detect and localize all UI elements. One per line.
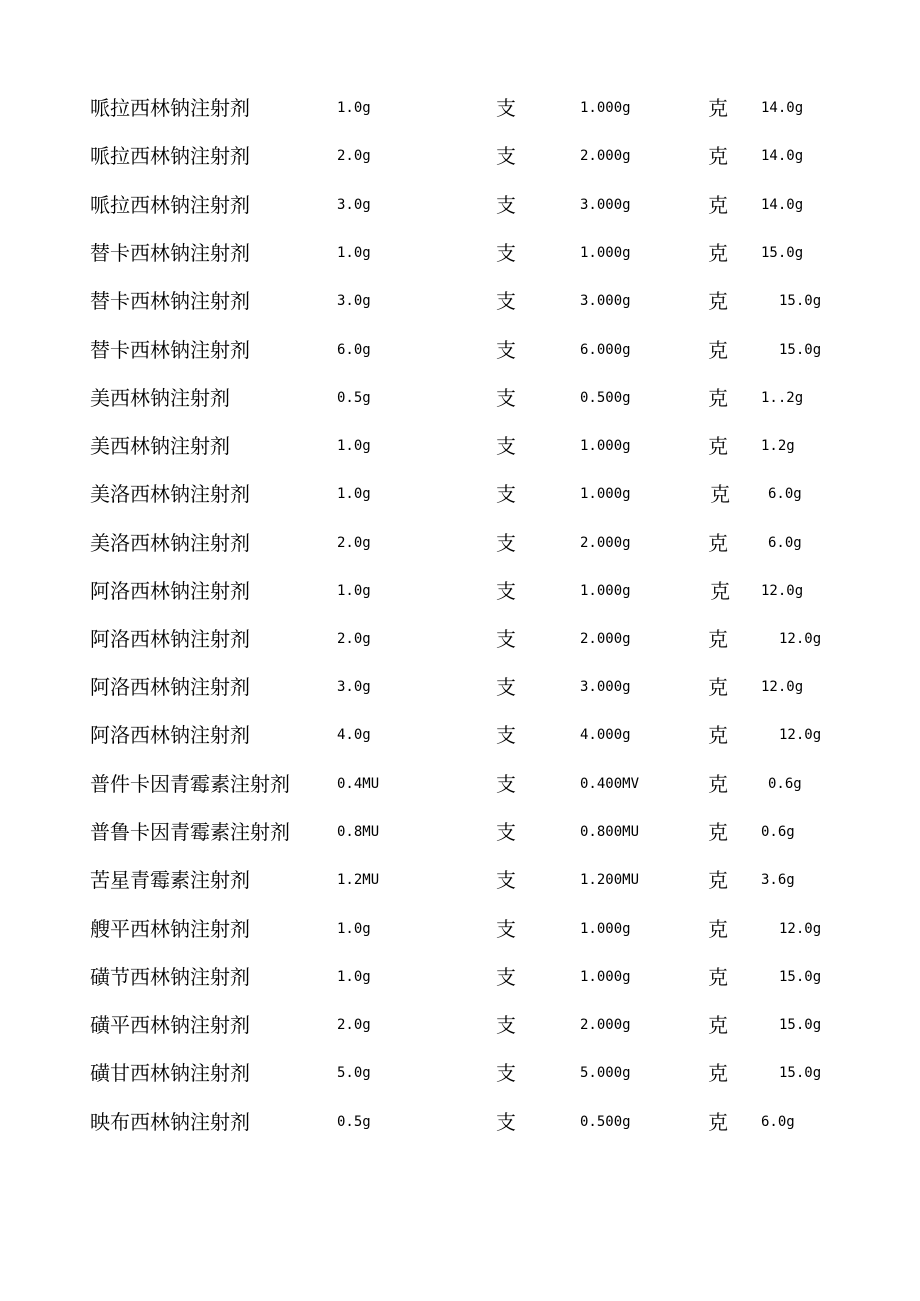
drug-name: 哌拉西林钠注射剂 — [90, 193, 250, 217]
package-unit: 支 — [496, 868, 516, 892]
drug-name: 苦星青霉素注射剂 — [90, 868, 250, 892]
drug-spec: 0.4MU — [337, 776, 380, 792]
package-unit: 支 — [496, 917, 516, 941]
table-row — [0, 953, 920, 1001]
drug-name: 美洛西林钠注射剂 — [90, 531, 250, 555]
max-dose: 6.0g — [768, 486, 802, 502]
max-dose: 6.0g — [761, 1114, 795, 1130]
max-dose: 12.0g — [761, 583, 804, 599]
drug-spec: 4.0g — [337, 727, 371, 743]
dose-unit: 克 — [708, 241, 728, 265]
drug-spec: 0.8MU — [337, 824, 380, 840]
drug-spec: 0.5g — [337, 1114, 371, 1130]
max-dose: 15.0g — [779, 1017, 822, 1033]
table-row — [0, 567, 920, 615]
package-unit: 支 — [496, 675, 516, 699]
drug-amount: 2.000g — [580, 148, 631, 164]
table-row — [0, 422, 920, 470]
max-dose: 15.0g — [779, 969, 822, 985]
dose-unit: 克 — [708, 338, 728, 362]
dose-unit: 克 — [708, 675, 728, 699]
package-unit: 支 — [496, 531, 516, 555]
max-dose: 12.0g — [761, 679, 804, 695]
drug-spec: 5.0g — [337, 1065, 371, 1081]
max-dose: 14.0g — [761, 197, 804, 213]
drug-amount: 0.800MU — [580, 824, 640, 840]
drug-amount: 3.000g — [580, 293, 631, 309]
drug-spec: 0.5g — [337, 390, 371, 406]
max-dose: 15.0g — [779, 1065, 822, 1081]
table-row — [0, 1098, 920, 1146]
package-unit: 支 — [496, 144, 516, 168]
table-row — [0, 856, 920, 904]
table-row — [0, 277, 920, 325]
table-row — [0, 711, 920, 759]
drug-name: 磺节西林钠注射剂 — [90, 965, 250, 989]
drug-spec: 1.0g — [337, 921, 371, 937]
package-unit: 支 — [496, 193, 516, 217]
drug-amount: 5.000g — [580, 1065, 631, 1081]
dose-unit: 克 — [708, 1110, 728, 1134]
max-dose: 15.0g — [779, 342, 822, 358]
dose-unit: 克 — [708, 917, 728, 941]
drug-amount: 1.200MU — [580, 872, 640, 888]
drug-amount: 0.500g — [580, 390, 631, 406]
drug-name: 普鲁卡因青霉素注射剂 — [90, 820, 290, 844]
drug-amount: 2.000g — [580, 1017, 631, 1033]
package-unit: 支 — [496, 1110, 516, 1134]
drug-name: 美洛西林钠注射剂 — [90, 482, 250, 506]
drug-name: 哌拉西林钠注射剂 — [90, 144, 250, 168]
drug-spec: 3.0g — [337, 197, 371, 213]
dose-unit: 克 — [708, 193, 728, 217]
drug-spec: 2.0g — [337, 148, 371, 164]
table-row — [0, 181, 920, 229]
drug-name: 美西林钠注射剂 — [90, 386, 230, 410]
drug-spec: 2.0g — [337, 535, 371, 551]
drug-amount: 2.000g — [580, 631, 631, 647]
dose-unit: 克 — [708, 1061, 728, 1085]
max-dose: 6.0g — [768, 535, 802, 551]
table-row — [0, 229, 920, 277]
drug-spec: 2.0g — [337, 631, 371, 647]
dose-unit: 克 — [708, 772, 728, 796]
drug-name: 映布西林钠注射剂 — [90, 1110, 250, 1134]
drug-name: 替卡西林钠注射剂 — [90, 338, 250, 362]
drug-spec: 1.0g — [337, 438, 371, 454]
max-dose: 3.6g — [761, 872, 795, 888]
drug-amount: 0.400MV — [580, 776, 640, 792]
package-unit: 支 — [496, 820, 516, 844]
dose-unit: 克 — [708, 868, 728, 892]
drug-amount: 2.000g — [580, 535, 631, 551]
dose-unit: 克 — [708, 723, 728, 747]
drug-name: 替卡西林钠注射剂 — [90, 241, 250, 265]
package-unit: 支 — [496, 386, 516, 410]
max-dose: 0.6g — [761, 824, 795, 840]
drug-spec: 3.0g — [337, 293, 371, 309]
package-unit: 支 — [496, 772, 516, 796]
package-unit: 支 — [496, 723, 516, 747]
drug-amount: 1.000g — [580, 969, 631, 985]
dose-unit: 克 — [708, 144, 728, 168]
package-unit: 支 — [496, 482, 516, 506]
table-row — [0, 663, 920, 711]
max-dose: 12.0g — [779, 727, 822, 743]
package-unit: 支 — [496, 627, 516, 651]
table-row — [0, 374, 920, 422]
table-row — [0, 1049, 920, 1097]
drug-spec: 2.0g — [337, 1017, 371, 1033]
drug-spec: 3.0g — [337, 679, 371, 695]
dose-unit: 克 — [708, 96, 728, 120]
table-row — [0, 132, 920, 180]
package-unit: 支 — [496, 1061, 516, 1085]
max-dose: 1.2g — [761, 438, 795, 454]
drug-name: 阿洛西林钠注射剂 — [90, 579, 250, 603]
max-dose: 15.0g — [779, 293, 822, 309]
table-row — [0, 760, 920, 808]
package-unit: 支 — [496, 965, 516, 989]
drug-name: 普件卡因青霉素注射剂 — [90, 772, 290, 796]
dose-unit: 克 — [708, 289, 728, 313]
drug-spec: 1.0g — [337, 969, 371, 985]
drug-name: 阿洛西林钠注射剂 — [90, 675, 250, 699]
dose-unit: 克 — [708, 434, 728, 458]
dose-unit: 克 — [708, 965, 728, 989]
drug-amount: 1.000g — [580, 438, 631, 454]
drug-name: 哌拉西林钠注射剂 — [90, 96, 250, 120]
drug-amount: 1.000g — [580, 921, 631, 937]
drug-spec: 1.0g — [337, 583, 371, 599]
package-unit: 支 — [496, 434, 516, 458]
drug-name: 美西林钠注射剂 — [90, 434, 230, 458]
max-dose: 15.0g — [761, 245, 804, 261]
dose-unit: 克 — [708, 386, 728, 410]
table-row — [0, 326, 920, 374]
drug-amount: 3.000g — [580, 679, 631, 695]
drug-amount: 1.000g — [580, 100, 631, 116]
dose-unit: 克 — [710, 482, 730, 506]
drug-name: 替卡西林钠注射剂 — [90, 289, 250, 313]
drug-name: 艘平西林钠注射剂 — [90, 917, 250, 941]
table-row — [0, 84, 920, 132]
package-unit: 支 — [496, 289, 516, 313]
drug-amount: 1.000g — [580, 245, 631, 261]
drug-amount: 0.500g — [580, 1114, 631, 1130]
package-unit: 支 — [496, 241, 516, 265]
drug-name: 磺平西林钠注射剂 — [90, 1013, 250, 1037]
table-row — [0, 615, 920, 663]
dose-unit: 克 — [710, 579, 730, 603]
drug-amount: 4.000g — [580, 727, 631, 743]
dose-unit: 克 — [708, 627, 728, 651]
drug-spec: 6.0g — [337, 342, 371, 358]
drug-amount: 6.000g — [580, 342, 631, 358]
drug-amount: 3.000g — [580, 197, 631, 213]
drug-name: 阿洛西林钠注射剂 — [90, 627, 250, 651]
drug-name: 阿洛西林钠注射剂 — [90, 723, 250, 747]
drug-spec: 1.0g — [337, 245, 371, 261]
table-row — [0, 905, 920, 953]
table-row — [0, 1001, 920, 1049]
table-row — [0, 808, 920, 856]
max-dose: 12.0g — [779, 921, 822, 937]
drug-amount: 1.000g — [580, 486, 631, 502]
drug-name: 磺甘西林钠注射剂 — [90, 1061, 250, 1085]
drug-amount: 1.000g — [580, 583, 631, 599]
max-dose: 12.0g — [779, 631, 822, 647]
dose-unit: 克 — [708, 1013, 728, 1037]
table-row — [0, 519, 920, 567]
package-unit: 支 — [496, 579, 516, 603]
package-unit: 支 — [496, 1013, 516, 1037]
table-row — [0, 470, 920, 518]
dose-unit: 克 — [708, 531, 728, 555]
max-dose: 14.0g — [761, 100, 804, 116]
max-dose: 14.0g — [761, 148, 804, 164]
dose-unit: 克 — [708, 820, 728, 844]
drug-spec: 1.0g — [337, 100, 371, 116]
drug-spec: 1.2MU — [337, 872, 380, 888]
max-dose: 1..2g — [761, 390, 804, 406]
drug-spec: 1.0g — [337, 486, 371, 502]
package-unit: 支 — [496, 338, 516, 362]
package-unit: 支 — [496, 96, 516, 120]
max-dose: 0.6g — [768, 776, 802, 792]
